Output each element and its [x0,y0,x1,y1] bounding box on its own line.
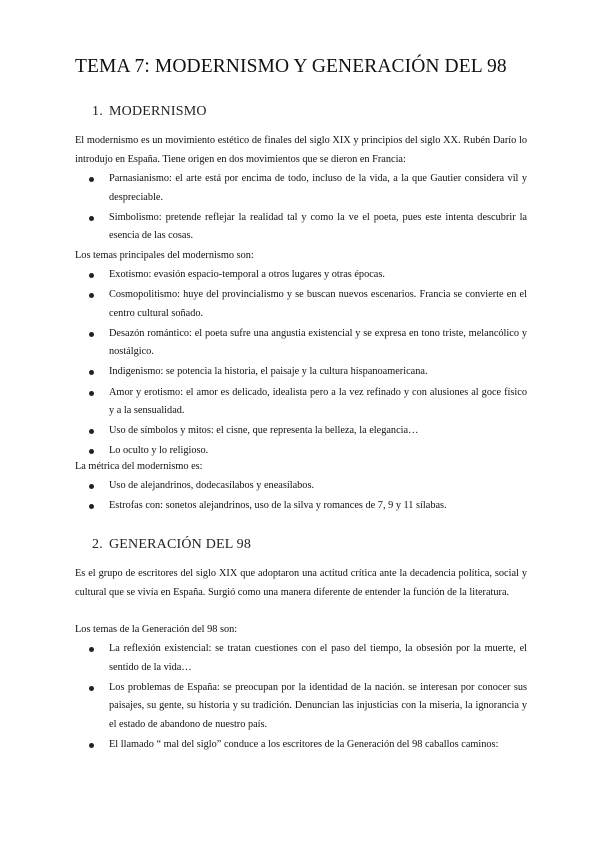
list-item [75,384,527,421]
list-item-text: Simbolismo: pretende reflejar la realidad tal y como la ve el poeta, pues este intenta descubrir la esencia de las cosas. [109,211,527,242]
section-title: MODERNISMO [109,104,207,119]
bullet-icon [89,647,94,652]
list-item [75,477,527,496]
list-item-text: Desazón romántico: el poeta sufre una angustia existencial y se expresa en tono triste, melancólico y nostálgico. [109,327,527,358]
bullet-icon [89,504,94,509]
bullet-icon [89,429,94,434]
bullet-icon [89,293,94,298]
section-intro-paragraph: El modernismo es un movimiento estético de finales del siglo XIX y principios del siglo XX. Rubén Darío lo introdujo en España. Tiene origen en dos movimientos que se dieron en Francia: [75,135,527,165]
list-item [75,209,527,246]
list-item-text: Uso de alejandrinos, dodecasílabos y eneasílabos. [109,480,315,491]
list-item [75,422,527,441]
bullet-icon [89,484,94,489]
list-item [75,736,527,755]
list-item-text: Exotismo: evasión espacio-temporal a otros lugares y otras épocas. [109,269,385,280]
list-item [75,170,527,207]
section-intro-paragraph: Es el grupo de escritores del siglo XIX que adoptaron una actitud crítica ante la decadencia política, social y cultural que se vivía en España. Surgió como una manera diferente de entender la función de la literatura. [75,568,527,598]
bullet-icon [89,391,94,396]
bullet-icon [89,177,94,182]
section-number: 1. [92,104,103,119]
bullet-icon [89,449,94,454]
metrics-list [75,477,527,517]
list-item-text: La reflexión existencial: se tratan cuestiones con el paso del tiempo, la obsesión por la muerte, el sentido de la vida… [109,643,527,673]
list-item [75,266,527,285]
list-item-text: Uso de símbolos y mitos: el cisne, que representa la belleza, la elegancia… [109,425,419,437]
list-item [75,363,527,382]
bullet-icon [89,216,94,221]
list-item [75,325,527,362]
list-item-text: Cosmopolitismo: huye del provincialismo y se buscan nuevos escenarios. Francia se convierte en el centro cultural soñado. [109,289,527,319]
metrics-label: La métrica del modernismo es: [75,461,203,472]
section-heading-generacion-98 [92,537,251,553]
list-item-text: Lo oculto y lo religioso. [109,445,209,457]
themes-label: Los temas de la Generación del 98 son: [75,624,238,635]
list-item [75,679,527,735]
themes-list [75,266,527,462]
bullet-icon [89,332,94,337]
list-item-text: Los problemas de España: se preocupan por la identidad de la nación. se interesan por conocer sus paisajes, su gente, su historia y su tradición. Denuncian las injusticias con la miseria, la ignorancia y el estado de abandono de nuestro país. [109,681,527,730]
origins-list [75,170,527,247]
bullet-icon [89,743,94,748]
list-item-text: Estrofas con: sonetos alejandrinos, uso de la silva y romances de 7, 9 y 11 sílabas. [109,500,447,512]
list-item [75,286,527,323]
list-item-text: Parnasianismo: el arte está por encima de todo, incluso de la vida, a la que Gautier considera vil y despreciable. [109,173,527,203]
list-item-text: El llamado “ mal del siglo” conduce a los escritores de la Generación del 98 caballos caminos: [109,738,499,750]
section-number: 2. [92,537,103,552]
list-item-text: Indigenismo: se potencia la historia, el paisaje y la cultura hispanoamericana. [109,366,428,378]
bullet-icon [89,273,94,278]
themes-list [75,640,527,756]
section-title: GENERACIÓN DEL 98 [109,537,252,552]
list-item [75,497,527,516]
bullet-icon [89,370,94,375]
page-title: TEMA 7: MODERNISMO Y GENERACIÓN DEL 98 [75,56,507,77]
bullet-icon [89,686,94,691]
list-item-text: Amor y erotismo: el amor es delicado, idealista pero a la vez refinado y con alusiones al goce físico y a la sensualidad. [109,386,527,417]
themes-label: Los temas principales del modernismo son: [75,250,254,261]
section-heading-modernismo [92,104,207,120]
list-item [75,640,527,677]
